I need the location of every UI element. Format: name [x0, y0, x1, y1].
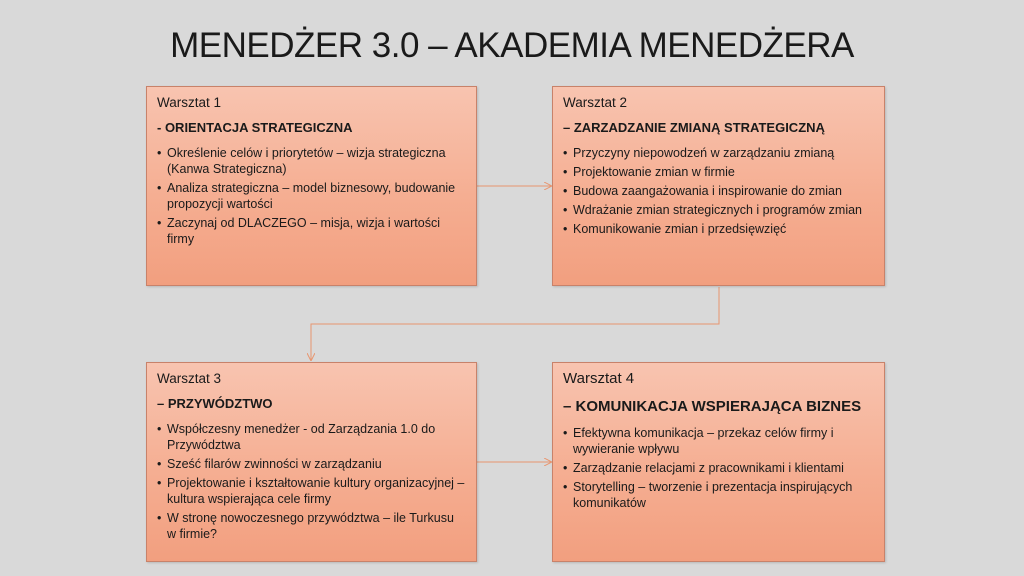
list-item: • Przyczyny niepowodzeń w zarządzaniu zmianą: [563, 145, 874, 161]
list-item: • Komunikowanie zmian i przedsięwzięć: [563, 221, 874, 237]
workshop-2-list: [563, 145, 874, 237]
list-item: • Projektowanie zmian w firmie: [563, 164, 874, 180]
list-item: • Współczesny menedżer - od Zarządzania 1.0 do Przywództwa: [157, 421, 466, 453]
workshop-4-list: [563, 425, 874, 511]
workshop-3-box: [146, 362, 477, 562]
list-item: • Budowa zaangażowania i inspirowanie do zmian: [563, 183, 874, 199]
list-item: • Analiza strategiczna – model biznesowy, budowanie propozycji wartości: [157, 180, 466, 212]
list-item: • Storytelling – tworzenie i prezentacja inspirujących komunikatów: [563, 479, 874, 511]
list-item: • Zaczynaj od DLACZEGO – misja, wizja i wartości firmy: [157, 215, 466, 247]
arrow-2-to-3: [311, 287, 719, 360]
list-item: • Wdrażanie zmian strategicznych i programów zmian: [563, 202, 874, 218]
page-title: MENEDŻER 3.0 – AKADEMIA MENEDŻERA: [170, 26, 854, 65]
workshop-3-label: Warsztat 3: [157, 371, 222, 386]
list-item: • Sześć filarów zwinności w zarządzaniu: [157, 456, 466, 472]
workshop-1-heading: - ORIENTACJA STRATEGICZNA: [157, 120, 353, 135]
workshop-2-label: Warsztat 2: [563, 95, 628, 110]
workshop-2-box: [552, 86, 885, 286]
workshop-4-box: [552, 362, 885, 562]
workshop-3-list: [157, 421, 466, 542]
list-item: • Projektowanie i kształtowanie kultury organizacyjnej – kultura wspierająca cele firmy: [157, 475, 466, 507]
workshop-1-list: [157, 145, 466, 247]
list-item: • Zarządzanie relacjami z pracownikami i klientami: [563, 460, 874, 476]
workshop-4-heading: – KOMUNIKACJA WSPIERAJĄCA BIZNES: [563, 398, 862, 415]
workshop-3-heading: – PRZYWÓDZTWO: [157, 396, 273, 411]
list-item: • W stronę nowoczesnego przywództwa – ile Turkusu w firmie?: [157, 510, 466, 542]
list-item: • Określenie celów i priorytetów – wizja strategiczna (Kanwa Strategiczna): [157, 145, 466, 177]
workshop-1-label: Warsztat 1: [157, 95, 222, 110]
workshop-4-label: Warsztat 4: [563, 370, 635, 387]
workshop-2-heading: – ZARZADZANIE ZMIANĄ STRATEGICZNĄ: [563, 120, 825, 135]
workshop-1-box: [146, 86, 477, 286]
list-item: • Efektywna komunikacja – przekaz celów firmy i wywieranie wpływu: [563, 425, 874, 457]
